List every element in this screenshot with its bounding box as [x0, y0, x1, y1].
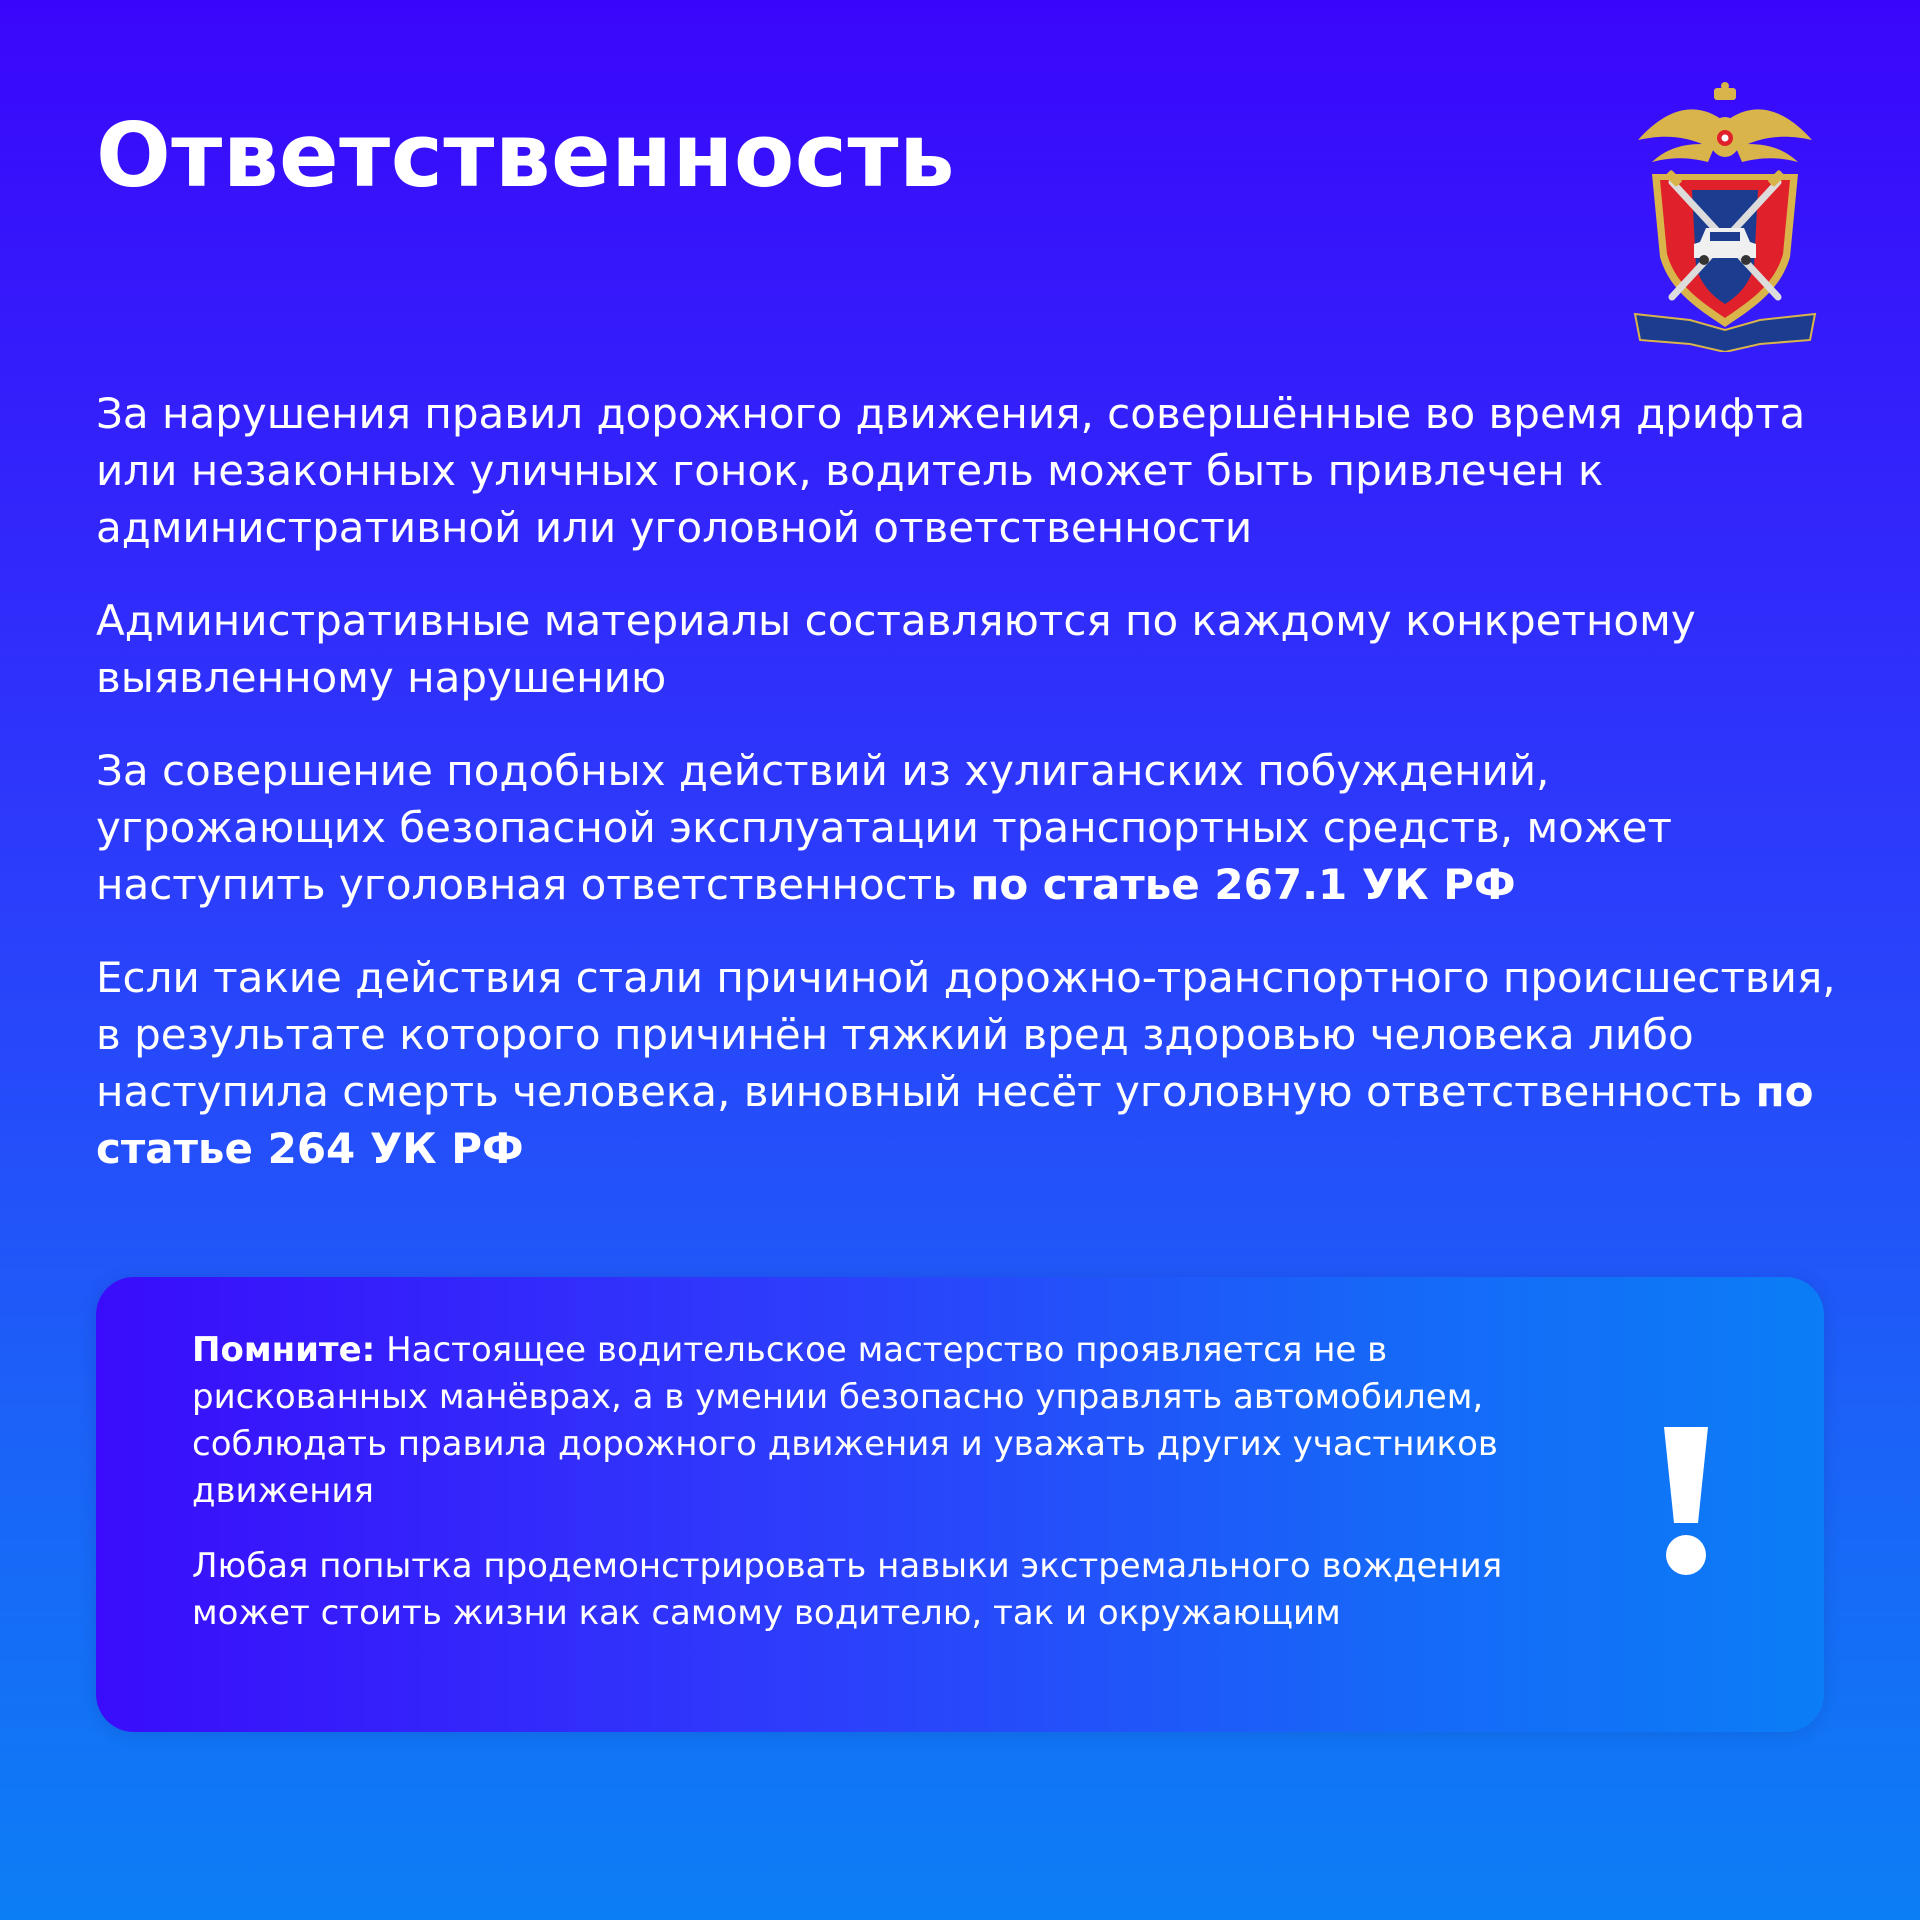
exclamation-icon: [1656, 1427, 1716, 1577]
paragraph-4-text: Если такие действия стали причиной дорожно-транспортного происшествия, в результате которого причинён тяжкий вред здоровью человека либо наступила смерть человека, виновный несёт уголовную ответственность: [96, 953, 1836, 1116]
notice-text: [192, 1327, 1532, 1665]
notice-card: [96, 1277, 1824, 1732]
paragraph-4: [96, 949, 1836, 1177]
traffic-police-emblem-icon: [1630, 82, 1820, 352]
page-title: Ответственность: [96, 104, 956, 207]
body-text: [96, 385, 1836, 1213]
paragraph-2-text: Административные материалы составляются по каждому конкретному выявленному нарушению: [96, 596, 1696, 702]
article-267-1-reference: по статье 267.1 УК РФ: [970, 860, 1516, 909]
paragraph-3: [96, 742, 1836, 913]
article-264-reference: по статье 264 УК РФ: [96, 1067, 1814, 1173]
notice-text-2: Любая попытка продемонстрировать навыки экстремального вождения может стоить жизни как самому водителю, так и окружающим: [192, 1546, 1503, 1633]
notice-paragraph-2: [192, 1543, 1532, 1637]
paragraph-2: [96, 592, 1836, 706]
notice-text-1: Настоящее водительское мастерство проявляется не в рискованных манёврах, а в умении безопасно управлять автомобилем, соблюдать правила дорожного движения и уважать других участников движения: [192, 1330, 1498, 1511]
notice-paragraph-1: [192, 1327, 1532, 1515]
notice-label: Помните:: [192, 1330, 376, 1370]
paragraph-1-text: За нарушения правил дорожного движения, совершённые во время дрифта или незаконных уличных гонок, водитель может быть привлечен к административной или уголовной ответственности: [96, 389, 1806, 552]
paragraph-3-text: За совершение подобных действий из хулиганских побуждений, угрожающих безопасной эксплуатации транспортных средств, может наступить уголовная ответственность: [96, 746, 1672, 909]
paragraph-1: [96, 385, 1836, 556]
